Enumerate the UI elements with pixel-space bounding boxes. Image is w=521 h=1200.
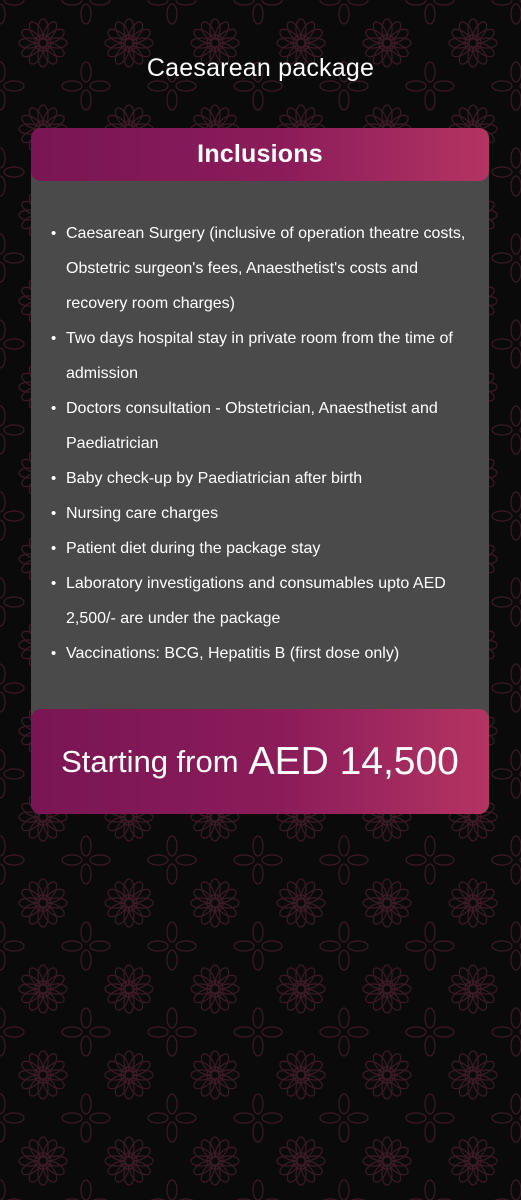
price-prefix: Starting from (61, 743, 239, 779)
list-item: • Baby check-up by Paediatrician after birth (51, 461, 471, 496)
page-title: Caesarean package (146, 54, 375, 82)
list-item: • Two days hospital stay in private room from the time of admission (51, 321, 471, 391)
list-item: • Caesarean Surgery (inclusive of operation theatre costs, Obstetric surgeon's fees, Anaesthetist's costs and recovery room charges) (51, 216, 471, 321)
inclusions-list (51, 216, 471, 671)
list-item: • Doctors consultation - Obstetrician, Anaesthetist and Paediatrician (51, 391, 471, 461)
list-item: • Vaccinations: BCG, Hepatitis B (first dose only) (51, 636, 471, 671)
inclusions-card (31, 128, 489, 814)
price-amount: AED 14,500 (248, 739, 459, 783)
inclusions-heading: Inclusions (197, 140, 323, 168)
list-item: • Patient diet during the package stay (51, 531, 471, 566)
list-item: • Nursing care charges (51, 496, 471, 531)
list-item: • Laboratory investigations and consumables upto AED 2,500/- are under the package (51, 566, 471, 636)
inclusions-header (31, 128, 489, 181)
price-banner (31, 709, 489, 814)
